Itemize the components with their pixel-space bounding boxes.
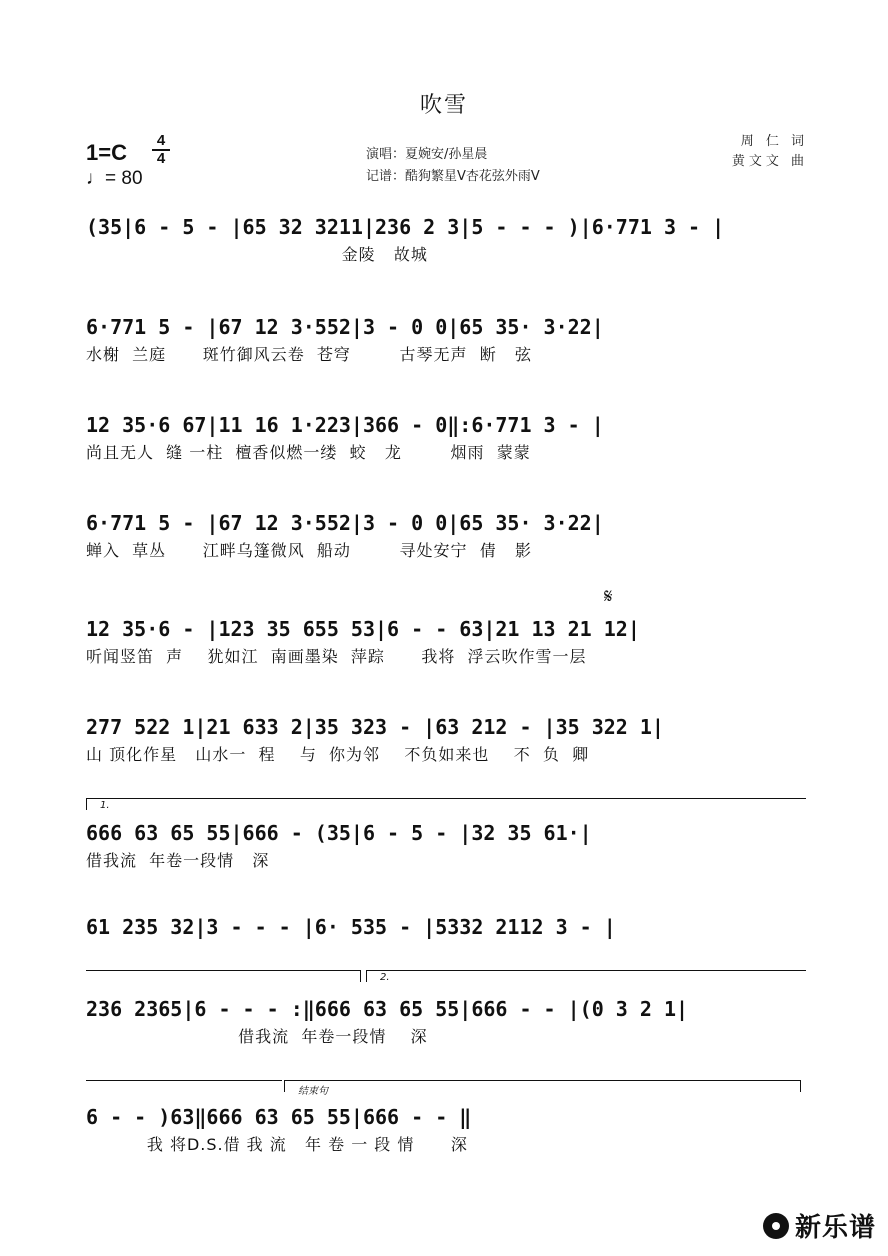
lyrics-line: 借我流 年卷一段情 深 (86, 1027, 428, 1046)
lyricist-credit: 周 仁 词 (740, 134, 808, 149)
score-system-4 (86, 508, 806, 564)
score-system-3 (86, 410, 806, 466)
lyrics-line: 水榭 兰庭 斑竹御风云卷 苍穹 古琴无声 断 弦 (86, 345, 532, 364)
ending-bracket-end-tick (800, 1080, 801, 1092)
lyrics-line: 尚且无人 缝 一柱 檀香似燃一缕 蛟 龙 烟雨 蒙蒙 (86, 443, 531, 462)
time-sig-top: 4 (156, 132, 166, 149)
volta-1-bracket-tick (86, 798, 87, 810)
score-system-8 (86, 912, 806, 968)
lyrics-line: 听闻竖笛 声 犹如江 南画墨染 萍踪 我将 浮云吹作雪一层 (86, 647, 587, 666)
authors (728, 132, 808, 172)
notes-line: 277 522 1|21 633 2|35 323 - |63 212 - |35 322 1| (86, 715, 664, 739)
tempo-mark: ♩= 80 (86, 168, 143, 189)
notes-line: 6·771 5 - |67 12 3·552|3 - 0 0|65 35· 3·22| (86, 315, 604, 339)
volta-2-bracket (366, 970, 806, 971)
lyrics-line: 我 将D.S.借 我 流 年 卷 一 段 情 深 (86, 1135, 468, 1154)
score-system-1 (86, 212, 806, 268)
key-signature: 1=C (86, 140, 127, 165)
composer-credit: 黄文文 曲 (731, 154, 808, 169)
score-system-9 (86, 994, 806, 1050)
score-system-7 (86, 818, 806, 874)
time-sig-bottom: 4 (156, 150, 166, 167)
score-system-2 (86, 312, 806, 368)
page-title: 吹雪 (419, 93, 468, 118)
notes-line: 666 63 65 55|666 - (35|6 - 5 - |32 35 61·| (86, 821, 592, 845)
notes-line: 6 - - )63‖666 63 65 55|666 - - ‖ (86, 1105, 472, 1129)
volta-1-continuation (86, 970, 360, 971)
record-disc-icon (763, 1213, 789, 1239)
site-logo (763, 1207, 876, 1244)
notes-line: (35|6 - 5 - |65 32 3211|236 2 3|5 - - - )|6·771 3 - | (86, 215, 725, 239)
volta-2-bracket-tick (366, 970, 367, 982)
notes-line: 236 2365|6 - - - :‖666 63 65 55|666 - - |(0 3 2 1| (86, 997, 689, 1021)
credits (366, 144, 540, 188)
notes-line: 12 35·6 67|11 16 1·223|366 - 0‖:6·771 3 - | (86, 413, 604, 437)
lyrics-line: 金陵 故城 (86, 245, 428, 264)
ending-label: 结束句 (298, 1086, 328, 1097)
volta-2-label: 2. (380, 972, 390, 983)
lyrics-line: 蝉入 草丛 江畔乌篷微风 船动 寻处安宁 倩 影 (86, 541, 532, 560)
volta-1-bracket (86, 798, 806, 799)
volta-1-end-tick (360, 970, 361, 982)
segno-icon: 𝄋 (604, 584, 613, 608)
lyrics-line: 山 顶化作星 山水一 程 与 你为邻 不负如来也 不 负 卿 (86, 745, 590, 764)
logo-text: 新乐谱 (794, 1213, 876, 1243)
notes-line: 6·771 5 - |67 12 3·552|3 - 0 0|65 35· 3·22| (86, 511, 604, 535)
singer-credit: 演唱：夏婉安/孙星晨 (366, 147, 488, 162)
score-system-10 (86, 1102, 806, 1158)
score-system-5 (86, 614, 806, 670)
notes-line: 61 235 32|3 - - - |6· 535 - |5332 2112 3 - | (86, 915, 616, 939)
lyrics-line (86, 942, 806, 968)
lyrics-line: 借我流 年卷一段情 深 (86, 851, 270, 870)
transcriber-credit: 记谱：酷狗繁星V杏花弦外雨V (366, 169, 540, 184)
ending-bracket-tick (284, 1080, 285, 1092)
volta-2-continuation (86, 1080, 282, 1081)
volta-1-label: 1. (100, 800, 110, 811)
score-system-6 (86, 712, 806, 768)
notes-line: 12 35·6 - |123 35 655 53|6 - - 63|21 13 21 12| (86, 617, 640, 641)
ending-bracket (284, 1080, 800, 1081)
time-signature (152, 134, 170, 166)
